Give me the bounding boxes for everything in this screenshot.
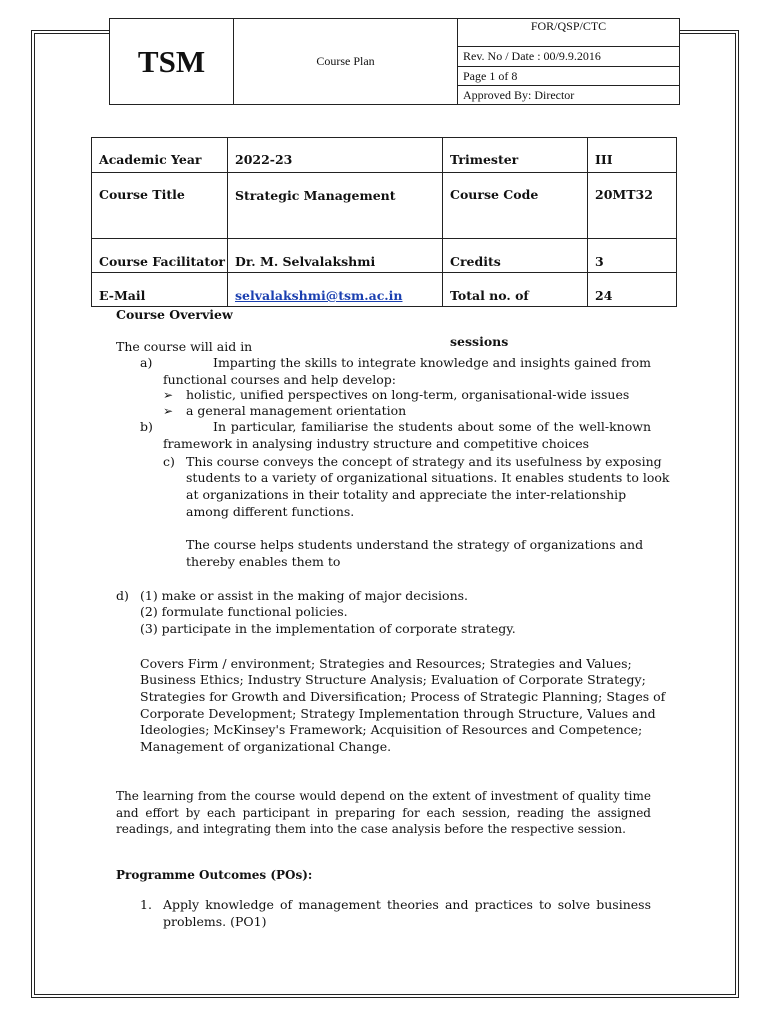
bullet-item-1: holistic, unified perspectives on long-term, organisational-wide issues (186, 387, 630, 402)
course-title-label: Course Title (91, 172, 228, 239)
item-c-line2: students to a variety of organizational situations. It enables students to look (186, 470, 670, 485)
form-code: FOR/QSP/CTC (457, 18, 680, 47)
outcome-1-text: Apply knowledge of management theories and practices to solve business problems. (PO1) (163, 897, 651, 929)
overview-intro: The course will aid in (116, 339, 253, 354)
email-cell (227, 272, 443, 307)
document-header-table (109, 18, 680, 105)
course-overview-heading: Course Overview (116, 307, 233, 322)
bullet-arrow-icon: ➢ (163, 388, 174, 402)
covers-line5: Ideologies; McKinsey's Framework; Acquisition of Resources and Competence; (140, 722, 643, 737)
academic-year-value: 2022-23 (227, 137, 443, 173)
covers-line4: Corporate Development; Strategy Implementation through Structure, Values and (140, 706, 656, 721)
covers-line6: Management of organizational Change. (140, 739, 392, 754)
item-a-text: Imparting the skills to integrate knowledge and insights gained from functional courses and help develop: (163, 355, 651, 387)
sessions-value: 24 (587, 272, 677, 307)
bullet-item-2: a general management orientation (186, 403, 407, 418)
programme-outcomes-heading: Programme Outcomes (POs): (116, 868, 313, 882)
item-b-marker: b) (140, 419, 153, 434)
course-code-value: 20MT32 (587, 172, 677, 239)
item-c-line4: among different functions. (186, 504, 355, 519)
email-link[interactable]: selvalakshmi@tsm.ac.in (235, 288, 403, 303)
item-d-1: (1) make or assist in the making of major decisions. (140, 588, 469, 603)
sessions-label: Total no. of sessions (442, 272, 588, 307)
outcome-1-marker: 1. (140, 897, 152, 912)
revision-date: Rev. No / Date : 00/9.9.2016 (457, 46, 680, 67)
course-code-label: Course Code (442, 172, 588, 239)
item-c-line1: This course conveys the concept of strategy and its usefulness by exposing (186, 454, 662, 469)
academic-year-label: Academic Year (91, 137, 228, 173)
credits-value: 3 (587, 238, 677, 273)
email-label: E-Mail (91, 272, 228, 307)
covers-line1: Covers Firm / environment; Strategies and Resources; Strategies and Values; (140, 656, 632, 671)
page-number: Page 1 of 8 (457, 66, 680, 86)
facilitator-value: Dr. M. Selvalakshmi (227, 238, 443, 273)
covers-line3: Strategies for Growth and Diversification; Process of Strategic Planning; Stages of (140, 689, 666, 704)
item-d-marker: d) (116, 588, 129, 603)
item-b-text: In particular, familiarise the students about some of the well-known framework in analysing industry structure and competitive choices (163, 419, 651, 451)
item-d-2: (2) formulate functional policies. (140, 604, 348, 619)
item-c-line5: The course helps students understand the strategy of organizations and (186, 537, 644, 552)
item-c-line3: at organizations in their totality and appreciate the inter-relationship (186, 487, 627, 502)
course-title-value: Strategic Management (227, 172, 443, 239)
trimester-value: III (587, 137, 677, 173)
item-c-line6: thereby enables them to (186, 554, 341, 569)
credits-label: Credits (442, 238, 588, 273)
item-a-marker: a) (140, 355, 153, 370)
facilitator-label: Course Facilitator (91, 238, 228, 273)
document-title: Course Plan (233, 18, 458, 105)
covers-line2: Business Ethics; Industry Structure Analysis; Evaluation of Corporate Strategy; (140, 672, 646, 687)
item-d-3: (3) participate in the implementation of corporate strategy. (140, 621, 516, 636)
trimester-label: Trimester (442, 137, 588, 173)
approved-by: Approved By: Director (457, 85, 680, 105)
tsm-logo: TSM (109, 18, 234, 105)
item-c-marker: c) (163, 454, 175, 469)
bullet-arrow-icon: ➢ (163, 404, 174, 418)
learning-paragraph: The learning from the course would depend on the extent of investment of quality time and effort by each participant in preparing for each session, reading the assigned readings, and integrating them into the case analysis before the respective session. (116, 789, 651, 836)
